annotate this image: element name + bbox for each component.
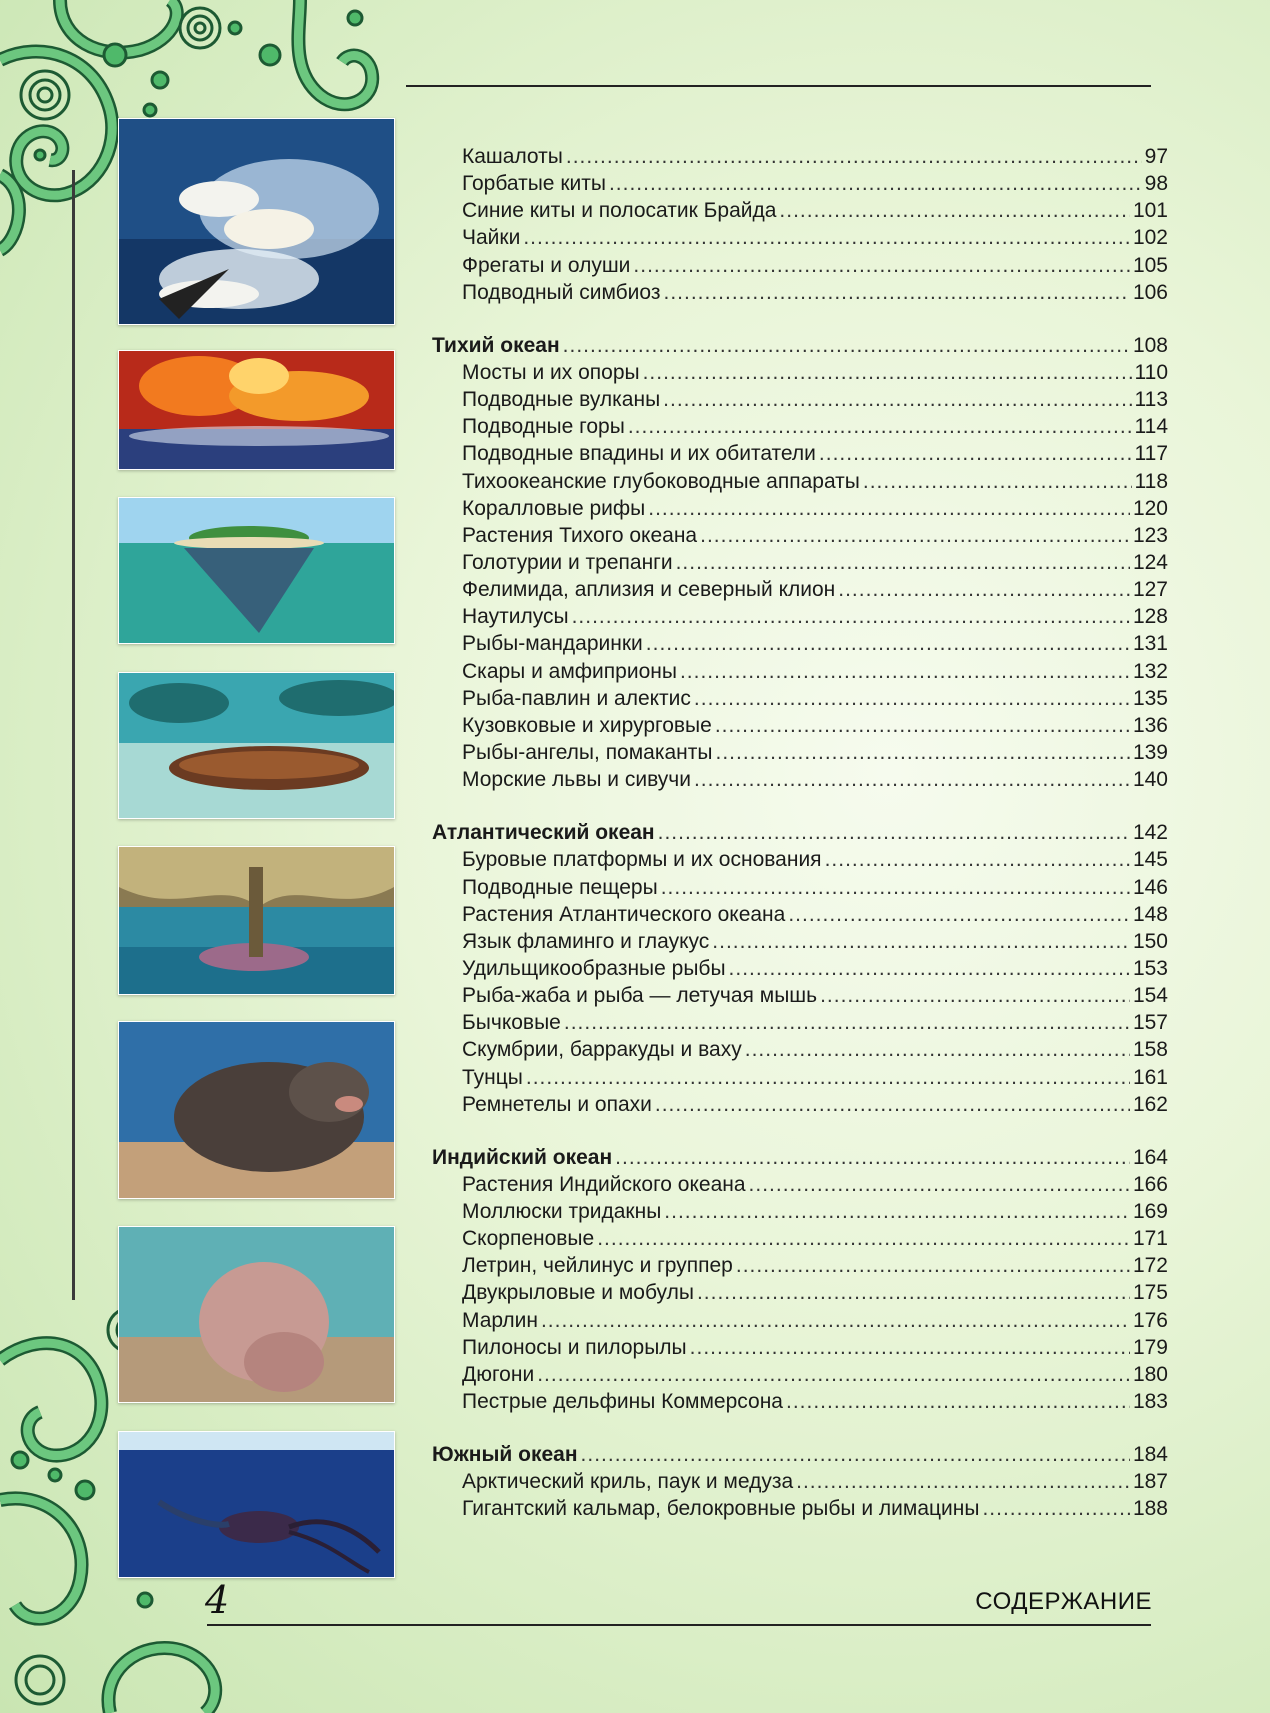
leader-dots <box>609 170 1142 197</box>
page-ref: 145 <box>1132 848 1168 872</box>
toc-entry[interactable]: Удильщикообразные рыбы ..... 153 <box>432 955 1168 982</box>
toc-entry[interactable]: Растения Тихого океана ..... 123 <box>432 522 1168 549</box>
toc-entry[interactable]: Кузовковые и хирурговые ..... 136 <box>432 712 1168 739</box>
page-ref: 176 <box>1132 1308 1168 1332</box>
toc-entry[interactable]: Скары и амфиприоны ..... 132 <box>432 658 1168 685</box>
leader-dots <box>541 1307 1130 1334</box>
page-ref: 180 <box>1132 1362 1168 1386</box>
page-ref: 108 <box>1132 333 1168 357</box>
toc-entry[interactable]: Горбатые киты ..... 98 <box>432 170 1168 197</box>
toc-entry[interactable]: Синие киты и полосатик Брайда ..... 101 <box>432 197 1168 224</box>
page-ref: 127 <box>1132 578 1168 602</box>
page-ref: 97 <box>1144 145 1168 168</box>
leader-dots <box>643 359 1132 386</box>
leader-dots <box>658 819 1130 846</box>
toc-entry[interactable]: Скорпеновые ..... 171 <box>432 1225 1168 1252</box>
leader-dots <box>572 603 1130 630</box>
leader-dots <box>700 522 1130 549</box>
page-ref: 131 <box>1132 632 1168 656</box>
page-ref: 110 <box>1134 360 1168 384</box>
leader-dots <box>597 1225 1130 1252</box>
toc-entry[interactable]: Летрин, чейлинус и группер ..... 172 <box>432 1252 1168 1279</box>
toc-entry[interactable]: Гигантский кальмар, белокровные рыбы и лимацины ..... 188 <box>432 1495 1168 1522</box>
page-ref: 140 <box>1132 768 1168 792</box>
bottom-rule <box>207 1624 1151 1626</box>
leader-dots <box>615 1144 1130 1171</box>
toc-entry[interactable]: Морские львы и сивучи ..... 140 <box>432 766 1168 793</box>
leader-dots <box>796 1468 1130 1495</box>
toc-entry[interactable]: Скумбрии, барракуды и ваху ..... 158 <box>432 1036 1168 1063</box>
leader-dots <box>820 982 1130 1009</box>
toc-entry[interactable]: Рыба-жаба и рыба — летучая мышь ..... 154 <box>432 982 1168 1009</box>
page-ref: 132 <box>1132 659 1168 683</box>
page-ref: 172 <box>1132 1254 1168 1278</box>
leader-dots <box>563 332 1130 359</box>
page-ref: 153 <box>1132 956 1168 980</box>
leader-dots <box>694 766 1130 793</box>
leader-dots <box>712 928 1130 955</box>
leader-dots <box>526 1064 1130 1091</box>
toc-entry[interactable]: Рыба-павлин и алектис ..... 135 <box>432 685 1168 712</box>
toc-entry[interactable]: Бычковые ..... 157 <box>432 1009 1168 1036</box>
page-ref: 162 <box>1132 1092 1168 1116</box>
leader-dots <box>680 658 1130 685</box>
gannets-photo <box>118 118 395 325</box>
page-ref: 146 <box>1132 875 1168 899</box>
toc-entry[interactable]: Подводные впадины и их обитатели ..... 117 <box>432 440 1168 467</box>
page-ref: 123 <box>1132 523 1168 547</box>
leader-dots <box>646 630 1130 657</box>
leader-dots <box>779 197 1130 224</box>
leader-dots <box>697 1279 1130 1306</box>
leader-dots <box>715 712 1130 739</box>
page-ref: 113 <box>1134 388 1168 412</box>
leader-dots <box>749 1171 1130 1198</box>
leader-dots <box>786 1388 1130 1415</box>
leader-dots <box>690 1334 1130 1361</box>
page-ref: 157 <box>1132 1011 1168 1035</box>
toc-entry[interactable]: Язык фламинго и глаукус ..... 150 <box>432 928 1168 955</box>
page-ref: 136 <box>1132 713 1168 737</box>
toc-entry[interactable]: Арктический криль, паук и медуза ..... 187 <box>432 1468 1168 1495</box>
leader-dots <box>663 279 1129 306</box>
toc-section-heading[interactable]: Южный океан ..... 184 <box>432 1441 1168 1468</box>
leader-dots <box>729 955 1130 982</box>
toc-entry[interactable]: Подводные вулканы ..... 113 <box>432 386 1168 413</box>
page-ref: 98 <box>1144 172 1168 196</box>
page-ref: 124 <box>1132 550 1168 574</box>
page-ref: 179 <box>1132 1335 1168 1359</box>
page-ref: 166 <box>1132 1172 1168 1196</box>
leader-dots <box>564 1009 1130 1036</box>
page-ref: 188 <box>1132 1497 1168 1521</box>
page-ref: 142 <box>1132 821 1168 845</box>
page-ref: 164 <box>1132 1145 1168 1169</box>
leader-dots <box>628 413 1132 440</box>
page-ref: 118 <box>1134 469 1168 493</box>
page-ref: 106 <box>1132 280 1168 304</box>
page-number: 4 <box>205 1578 230 1622</box>
toc-entry[interactable]: Рыбы-мандаринки ..... 131 <box>432 630 1168 657</box>
toc-entry[interactable]: Рыбы-ангелы, помаканты ..... 139 <box>432 739 1168 766</box>
leader-dots <box>716 739 1130 766</box>
toc-entry[interactable]: Буровые платформы и их основания ..... 145 <box>432 846 1168 873</box>
toc-entry[interactable]: Чайки ..... 102 <box>432 224 1168 251</box>
toc-entry[interactable]: Тихоокеанские глубоководные аппараты ..... 118 <box>432 468 1168 495</box>
toc-entry[interactable]: Растения Атлантического океана ..... 148 <box>432 901 1168 928</box>
page-ref: 139 <box>1132 740 1168 764</box>
toc-entry[interactable]: Ремнетелы и опахи ..... 162 <box>432 1091 1168 1118</box>
toc-entry[interactable]: Моллюски тридакны ..... 169 <box>432 1198 1168 1225</box>
leader-dots <box>581 1441 1130 1468</box>
island-iceberg-photo <box>118 497 395 644</box>
leader-dots <box>663 386 1131 413</box>
leader-dots <box>863 468 1132 495</box>
page-ref: 120 <box>1132 496 1168 520</box>
leader-dots <box>566 143 1142 170</box>
leader-dots <box>838 576 1130 603</box>
toc-entry[interactable]: Голотурии и трепанги ..... 124 <box>432 549 1168 576</box>
page-ref: 158 <box>1132 1038 1168 1062</box>
toc-entry[interactable]: Коралловые рифы ..... 120 <box>432 495 1168 522</box>
toc-section-heading[interactable]: Индийский океан ..... 164 <box>432 1144 1168 1171</box>
leader-dots <box>633 252 1130 279</box>
page-ref: 150 <box>1132 929 1168 953</box>
page-ref: 128 <box>1132 605 1168 629</box>
leader-dots <box>648 495 1130 522</box>
table-of-contents <box>432 143 1168 1523</box>
leader-dots <box>745 1036 1130 1063</box>
dugong-photo <box>118 1226 395 1403</box>
leader-dots <box>788 901 1130 928</box>
page-ref: 154 <box>1132 984 1168 1008</box>
leader-dots <box>736 1252 1130 1279</box>
toc-entry[interactable]: Тунцы ..... 161 <box>432 1064 1168 1091</box>
leader-dots <box>982 1495 1130 1522</box>
section-title: СОДЕРЖАНИЕ <box>975 1588 1152 1615</box>
toc-entry[interactable]: Двукрыловые и мобулы ..... 175 <box>432 1279 1168 1306</box>
toc-entry[interactable]: Наутилусы ..... 128 <box>432 603 1168 630</box>
page-ref: 101 <box>1132 199 1168 223</box>
page-ref: 102 <box>1132 226 1168 250</box>
toc-section-heading[interactable]: Атлантический океан ..... 142 <box>432 819 1168 846</box>
underwater-cave-photo <box>118 846 395 995</box>
toc-entry[interactable]: Дюгони ..... 180 <box>432 1361 1168 1388</box>
volcano-lava-photo <box>118 350 395 470</box>
toc-entry[interactable]: Подводный симбиоз ..... 106 <box>432 279 1168 306</box>
toc-entry[interactable]: Пилоносы и пилорылы ..... 179 <box>432 1334 1168 1361</box>
toc-entry[interactable]: Кашалоты ..... 97 <box>432 143 1168 170</box>
page-ref: 187 <box>1132 1470 1168 1494</box>
page-ref: 169 <box>1132 1200 1168 1224</box>
toc-entry[interactable]: Подводные пещеры ..... 146 <box>432 874 1168 901</box>
sea-lion-photo <box>118 1021 395 1199</box>
toc-entry[interactable]: Растения Индийского океана ..... 166 <box>432 1171 1168 1198</box>
decorative-vertical-line <box>72 170 75 1300</box>
leader-dots <box>825 846 1130 873</box>
leader-dots <box>523 224 1130 251</box>
leader-dots <box>537 1361 1130 1388</box>
page-ref: 175 <box>1132 1281 1168 1305</box>
leader-dots <box>664 1198 1130 1225</box>
giant-squid-photo <box>118 1431 395 1578</box>
page-ref: 114 <box>1134 415 1168 439</box>
toc-entry[interactable]: Подводные горы ..... 114 <box>432 413 1168 440</box>
page-ref: 105 <box>1132 253 1168 277</box>
leader-dots <box>655 1091 1130 1118</box>
sea-cucumber-photo <box>118 672 395 819</box>
leader-dots <box>661 874 1130 901</box>
toc-entry[interactable]: Фелимида, аплизия и северный клион ..... 127 <box>432 576 1168 603</box>
toc-entry[interactable]: Фрегаты и олуши ..... 105 <box>432 252 1168 279</box>
page-ref: 148 <box>1132 902 1168 926</box>
toc-section-heading[interactable]: Тихий океан ..... 108 <box>432 332 1168 359</box>
page-ref: 117 <box>1134 442 1168 466</box>
toc-entry[interactable]: Мосты и их опоры ..... 110 <box>432 359 1168 386</box>
page-ref: 183 <box>1132 1390 1168 1414</box>
top-rule <box>406 85 1151 87</box>
leader-dots <box>694 685 1130 712</box>
toc-entry[interactable]: Пестрые дельфины Коммерсона ..... 183 <box>432 1388 1168 1415</box>
leader-dots <box>676 549 1130 576</box>
page-ref: 135 <box>1132 686 1168 710</box>
page-ref: 184 <box>1132 1443 1168 1467</box>
page-ref: 161 <box>1132 1065 1168 1089</box>
page-ref: 171 <box>1132 1227 1168 1251</box>
leader-dots <box>819 440 1132 467</box>
toc-entry[interactable]: Марлин ..... 176 <box>432 1307 1168 1334</box>
